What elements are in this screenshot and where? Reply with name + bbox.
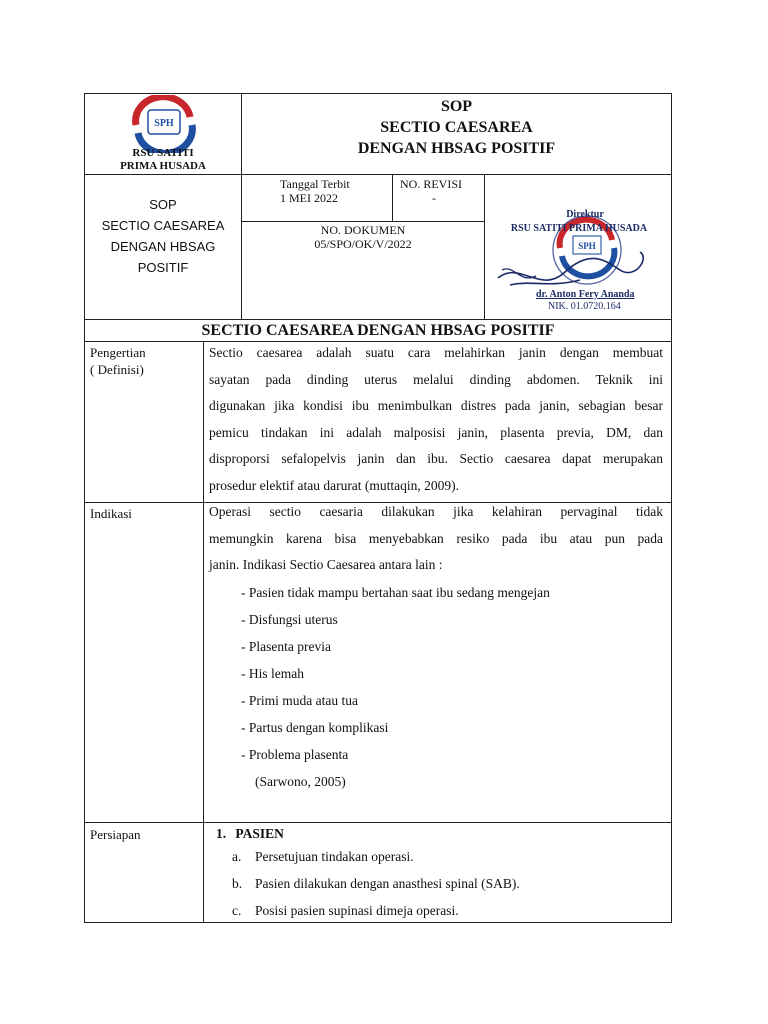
pengertian-line: Sectio caesarea adalah suatu cara melahirkan janin dengan membuat [209,345,663,360]
list-item: - Pasien tidak mampu bertahan saat ibu sedang mengejan [241,585,550,600]
sop-side-title-line-1: SOP [149,197,177,212]
citation: (Sarwono, 2005) [255,774,346,789]
no-dokumen-value: 05/SPO/OK/V/2022 [314,237,412,251]
director-stamp [490,200,668,316]
pengertian-line: sayatan pada dinding uterus melalui dinding abdomen. Teknik ini [209,371,663,387]
list-item [232,870,662,897]
list-item: - Disfungsi uterus [241,612,338,627]
pengertian-line: digunakan jika kondisi ibu menimbulkan distres pada janin, sebagian besar [209,398,663,413]
list-item-text: Pasien dilakukan dengan anasthesi spinal (SAB). [255,876,520,891]
list-item: - Plasenta previa [241,639,331,654]
no-dokumen [242,223,484,251]
list-item [232,843,662,870]
stamp-nik: NIK. 01.0720.164 [548,301,621,312]
sop-side-title-line-4: POSITIF [137,260,189,275]
persiapan-heading [216,825,656,842]
persiapan-list [232,843,662,924]
hospital-name [86,147,240,173]
indikasi-intro-line: memungkin karena bisa menyebabkan resiko pada ibu atau pun pada [209,530,663,546]
indikasi-list [241,579,661,795]
sop-side-title-line-2: SECTIO CAESAREA [101,218,225,233]
pengertian-label [90,344,200,378]
svg-text:SPH: SPH [154,118,174,129]
stamp-org: RSU SATITI PRIMA HUSADA [510,223,648,234]
indikasi-label: Indikasi [90,506,132,521]
tanggal-terbit-label: Tanggal Terbit [280,177,350,191]
no-revisi-value: - [432,191,436,205]
pengertian-line: prosedur elektif atau darurat (muttaqin, 2009). [209,477,460,493]
sop-side-title-line-3: DENGAN HBSAG [110,239,216,254]
pengertian-text [209,340,663,499]
hospital-logo [130,95,198,153]
pengertian-label-line-2: ( Definisi) [90,362,144,377]
hospital-name-line-2: PRIMA HUSADA [120,160,206,172]
section-title: SECTIO CAESAREA DENGAN HBSAG POSITIF [201,322,555,339]
no-dokumen-label: NO. DOKUMEN [320,223,406,237]
stamp-role: Direktur [566,209,604,220]
tanggal-terbit-value: 1 MEI 2022 [280,191,338,205]
indikasi-intro-line: janin. Indikasi Sectio Caesarea antara lain : [209,557,443,572]
list-item-letter: b. [232,876,243,891]
document-title-line-1: SOP [440,98,473,115]
document-title-line-2: SECTIO CAESAREA [380,119,533,136]
tanggal-terbit [280,177,390,205]
list-item: - His lemah [241,666,304,681]
pengertian-line: pemicu tindakan ini adalah malposisi janin, plasenta previa, DM, dan [209,424,663,440]
sph-logo-icon [130,95,198,153]
persiapan-heading-text: PASIEN [235,826,284,841]
list-item: - Partus dengan komplikasi [241,720,389,735]
pengertian-label-line-1: Pengertian [90,345,146,360]
list-item [232,897,662,924]
document-title [242,96,671,159]
sop-side-title [86,194,240,278]
svg-text:SPH: SPH [578,241,596,251]
pengertian-line: disproporsi sefalopelvis janin dan ibu. Sectio caesarea dapat merupakan [209,451,663,466]
no-revisi-label: NO. REVISI [400,177,462,191]
indikasi-intro-line: Operasi sectio caesaria dilakukan jika kelahiran pervaginal tidak [209,504,663,519]
stamp-name: dr. Anton Fery Ananda [536,289,635,300]
list-item-text: Posisi pasien supinasi dimeja operasi. [255,903,459,918]
persiapan-label: Persiapan [90,827,141,842]
list-item-text: Persetujuan tindakan operasi. [255,849,414,864]
list-item: - Primi muda atau tua [241,693,358,708]
document-title-line-3: DENGAN HBSAG POSITIF [357,140,556,157]
hospital-name-line-1: RSU SATITI [132,147,194,159]
indikasi-intro [209,499,663,579]
list-item-letter: a. [232,849,242,864]
list-item-letter: c. [232,903,242,918]
persiapan-heading-number: 1. [216,826,227,841]
no-revisi [400,177,482,205]
list-item: - Problema plasenta [241,747,349,762]
